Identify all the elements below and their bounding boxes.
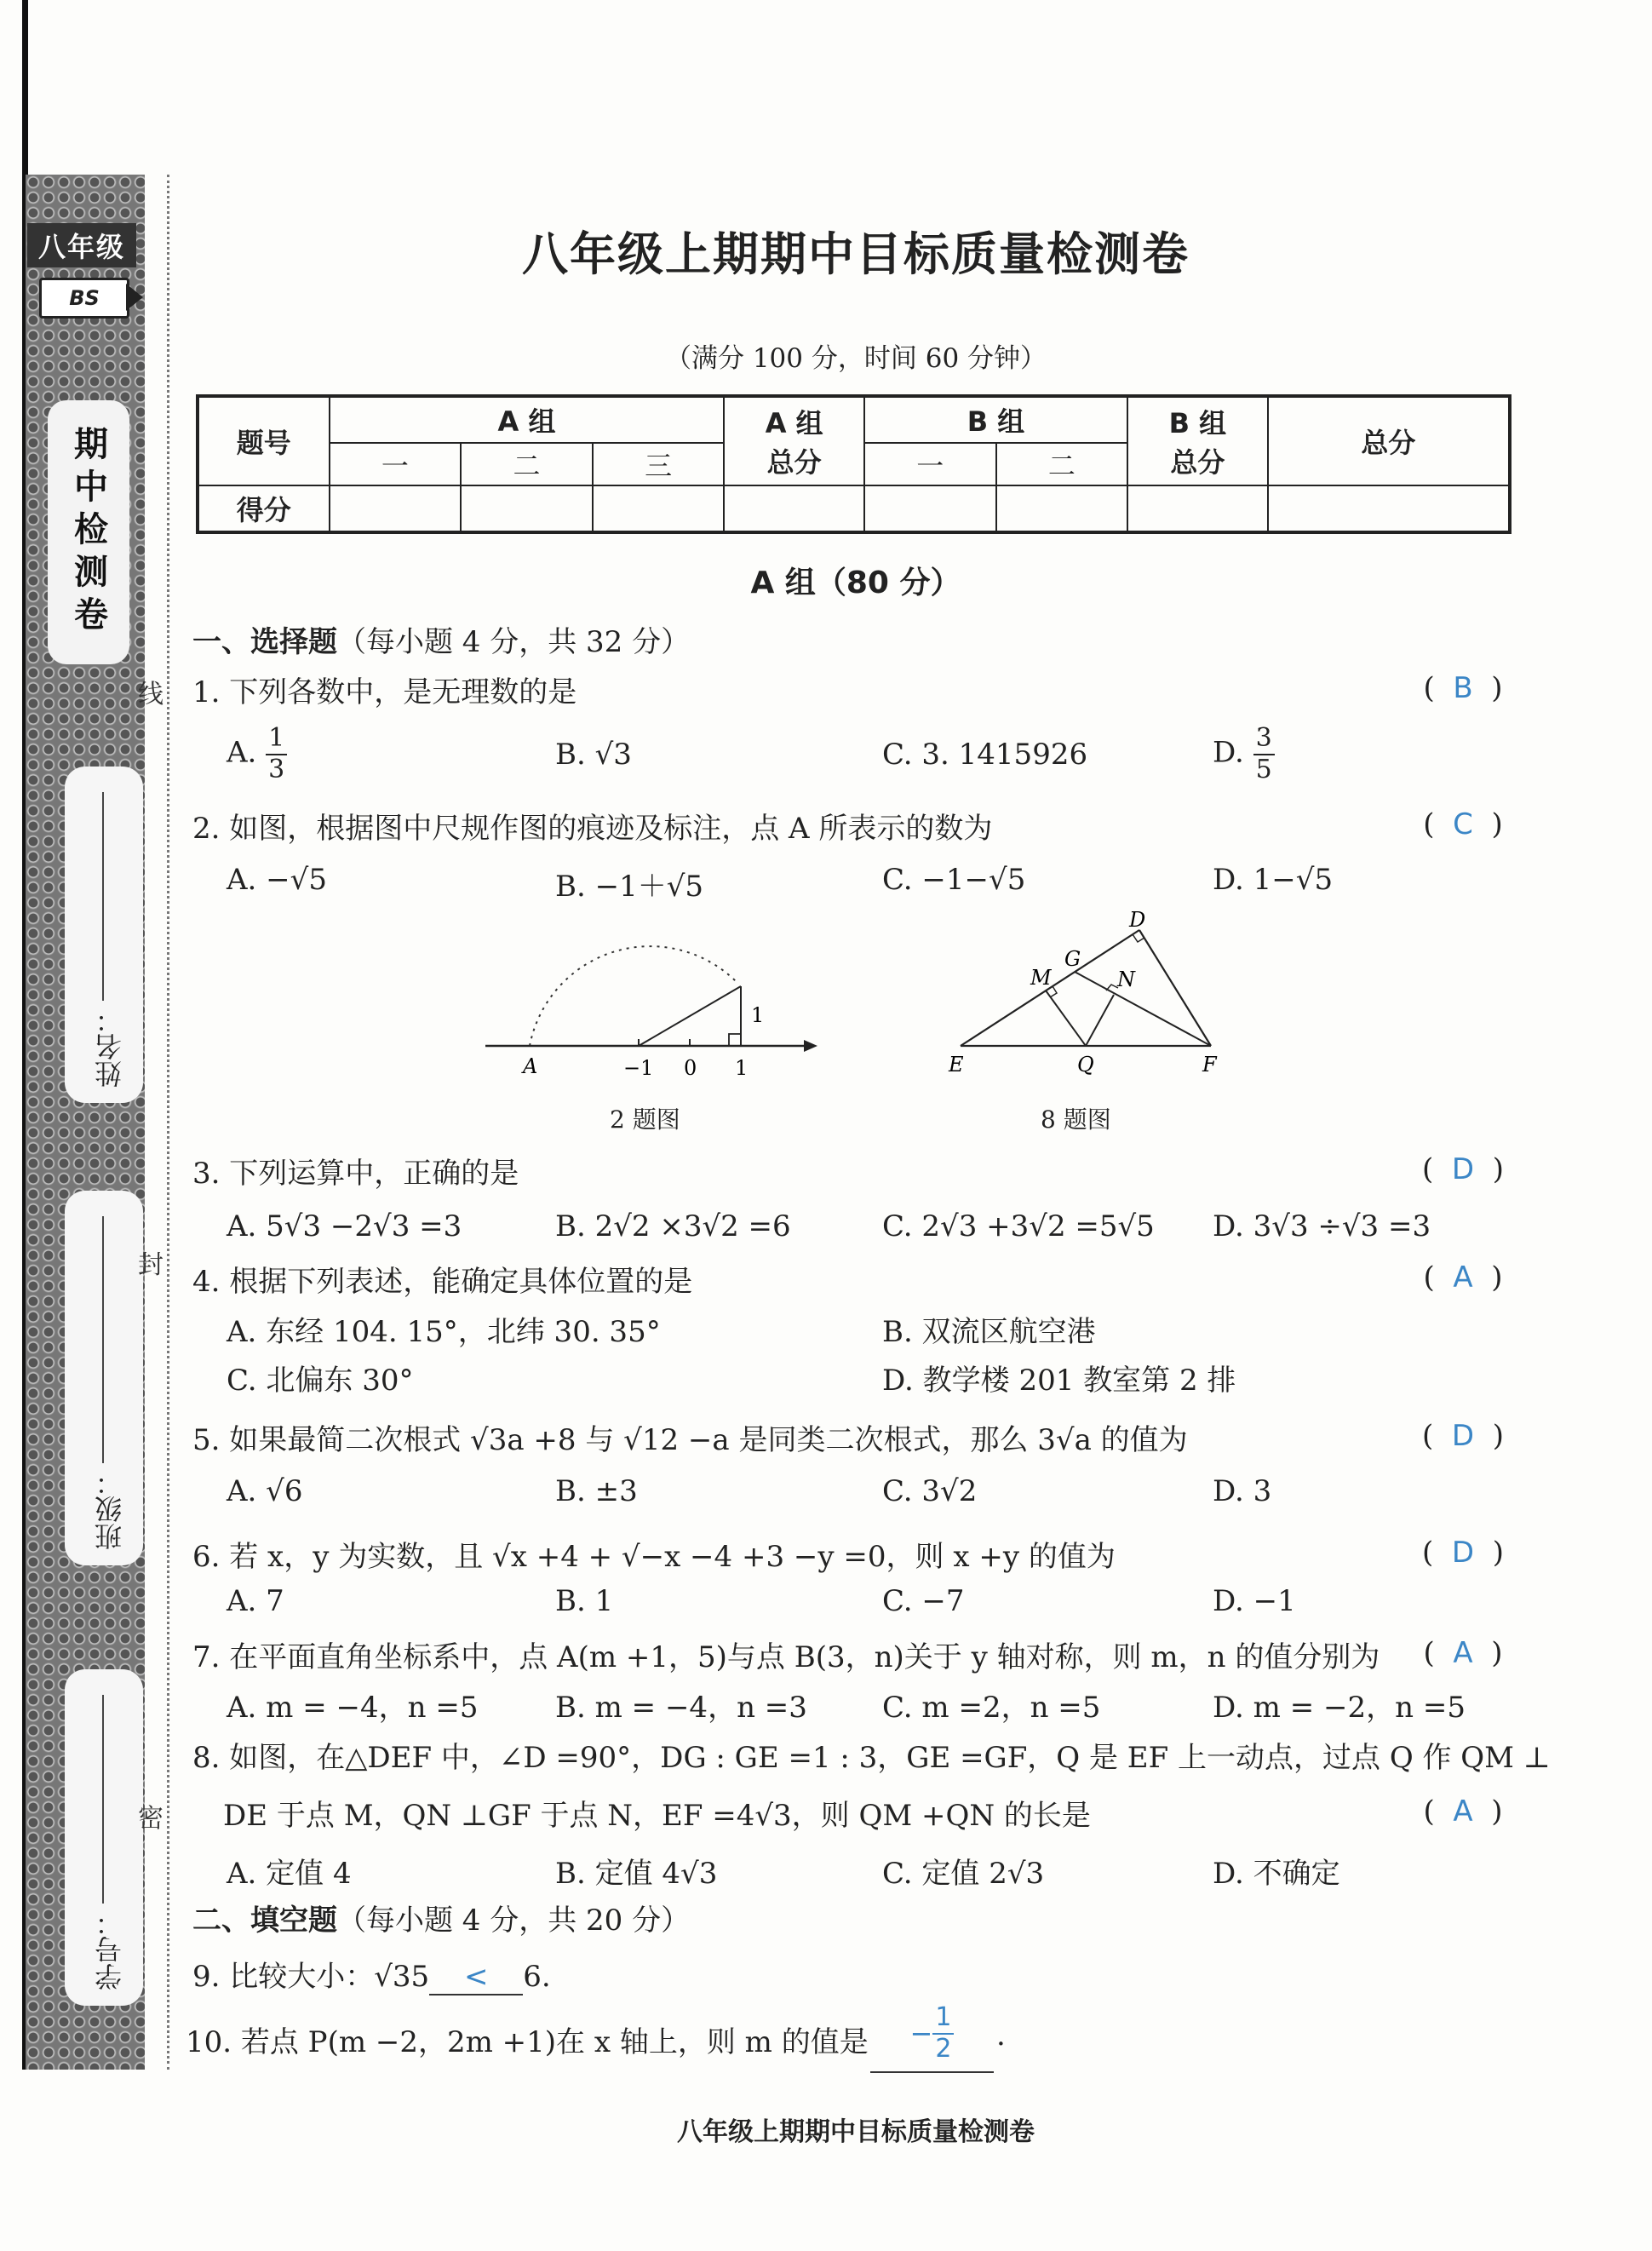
q8-answer-bracket: ( A )	[1423, 1794, 1503, 1829]
fig8-segment-qm	[1046, 991, 1086, 1046]
class-field-line	[102, 1216, 104, 1463]
q8-stem-line2: DE 于点 M，QN ⊥GF 于点 N，EF =4√3，则 QM +QN 的长是	[223, 1799, 1091, 1833]
fig8-label-g: G	[1064, 947, 1081, 971]
score-header-b-total-line1: B 组	[1168, 407, 1227, 439]
score-table	[196, 394, 1511, 534]
score-cell[interactable]	[593, 485, 725, 532]
q8-option-c[interactable]: C. 定值 2√3	[882, 1857, 1045, 1891]
q5-stem: 5. 如果最简二次根式 √3a +8 与 √12 −a 是同类二次根式，那么 3√a 的值为	[192, 1423, 1188, 1457]
student-id-field-label: 学号：	[94, 1909, 126, 1990]
q6-answer-bracket: ( D )	[1422, 1536, 1504, 1570]
score-header-total: 总分	[1268, 396, 1510, 485]
q6-option-a[interactable]: A. 7	[227, 1584, 284, 1618]
score-header-a-3: 三	[593, 443, 725, 485]
score-cell[interactable]	[461, 485, 593, 532]
score-cell[interactable]	[330, 485, 462, 532]
figure-2-caption: 2 题图	[610, 1105, 680, 1134]
fig2-axis-arrow-icon	[804, 1040, 817, 1052]
q3-option-a[interactable]: A. 5√3 −2√3 =3	[227, 1209, 462, 1243]
score-header-group-b: B 组	[864, 396, 1127, 443]
score-header-a-total	[724, 396, 864, 485]
seal-word-seal: 封	[138, 1250, 163, 1280]
part1-note: （每小题 4 分，共 32 分）	[337, 625, 691, 659]
q3-stem: 3. 下列运算中，正确的是	[192, 1157, 519, 1191]
q1-option-a-fraction	[266, 724, 287, 784]
q5-answer-bracket: ( D )	[1422, 1419, 1504, 1453]
q5-option-d[interactable]: D. 3	[1213, 1474, 1272, 1508]
fig8-label-d: D	[1129, 910, 1146, 932]
q9-answer-blank[interactable]	[429, 1960, 523, 1995]
q7-option-d[interactable]: D. m = −2，n =5	[1213, 1691, 1466, 1725]
q1-option-a-num: 1	[266, 724, 287, 755]
fig2-arc	[530, 946, 737, 1046]
seal-dotted-line	[167, 175, 169, 2070]
figure-2	[477, 920, 835, 1090]
sidebar-grade: 八年级	[27, 223, 136, 267]
q1-option-d-den: 5	[1255, 754, 1272, 784]
q7-option-c[interactable]: C. m =2，n =5	[882, 1691, 1101, 1725]
q5-option-b[interactable]: B. ±3	[555, 1474, 638, 1508]
score-header-b-2: 二	[996, 443, 1128, 485]
page-title: 八年级上期期中目标质量检测卷	[522, 227, 1190, 281]
q1-option-c[interactable]: C. 3. 1415926	[882, 738, 1088, 772]
q1-answer-bracket: ( B )	[1423, 671, 1503, 705]
q8-answer: A	[1453, 1794, 1473, 1829]
q1-option-d[interactable]: D. $\frac{3}{5}$	[1213, 724, 1275, 784]
score-header-b-total	[1127, 396, 1268, 485]
q2-option-b[interactable]: B. −1＋√5	[555, 870, 704, 904]
name-field[interactable]	[65, 767, 143, 1103]
q10-underline	[870, 2071, 994, 2073]
q6-answer: D	[1451, 1536, 1475, 1570]
q10-answer-sign: −	[909, 2017, 933, 2050]
part1-title: 一、选择题	[192, 625, 337, 659]
q1-option-d-num: 3	[1253, 724, 1275, 755]
q6-option-b[interactable]: B. 1	[555, 1584, 614, 1618]
fig2-label-a: A	[523, 1054, 538, 1078]
sidebar-title: 期中检测卷	[48, 400, 129, 664]
q4-option-d[interactable]: D. 教学楼 201 教室第 2 排	[882, 1364, 1236, 1398]
part2-note: （每小题 4 分，共 20 分）	[337, 1904, 691, 1938]
q5-option-a[interactable]: A. √6	[227, 1474, 303, 1508]
q7-answer-bracket: ( A )	[1423, 1636, 1503, 1670]
q4-stem: 4. 根据下列表述，能确定具体位置的是	[192, 1265, 693, 1299]
score-cell[interactable]	[724, 485, 864, 532]
name-field-label: 姓名：	[94, 1006, 126, 1088]
q5-answer: D	[1451, 1419, 1475, 1453]
q6-option-d[interactable]: D. −1	[1213, 1584, 1296, 1618]
score-cell[interactable]	[1268, 485, 1510, 532]
fig8-segment-qn	[1086, 995, 1114, 1046]
fig8-label-m: M	[1030, 966, 1052, 990]
q7-stem: 7. 在平面直角坐标系中，点 A(m +1，5)与点 B(3，n)关于 y 轴对称，则 m，n 的值分别为	[192, 1640, 1380, 1674]
part2-title: 二、填空题	[192, 1904, 337, 1938]
q7-answer: A	[1453, 1636, 1473, 1670]
q1-option-b[interactable]: B. √3	[555, 738, 632, 772]
score-header-a-1: 一	[330, 443, 462, 485]
score-header-group-a: A 组	[330, 396, 725, 443]
fig8-label-e: E	[949, 1053, 964, 1077]
score-header-a-total-line1: A 组	[765, 407, 823, 439]
student-id-field[interactable]	[65, 1669, 143, 2006]
q3-option-b[interactable]: B. 2√2 ×3√2 =6	[555, 1209, 791, 1243]
q1-stem: 1. 下列各数中，是无理数的是	[192, 675, 577, 709]
q4-option-a[interactable]: A. 东经 104. 15°，北纬 30. 35°	[227, 1315, 661, 1349]
class-field[interactable]	[65, 1191, 143, 1565]
fig2-label-one: 1	[735, 1056, 749, 1080]
page-subtitle: （满分 100 分，时间 60 分钟）	[664, 343, 1047, 374]
q2-answer-bracket: ( C )	[1423, 807, 1503, 841]
q1-answer: B	[1453, 671, 1473, 705]
q1-option-a-den: 3	[268, 754, 285, 784]
part1-heading	[192, 618, 690, 660]
q10-answer-blank[interactable]	[870, 2003, 994, 2071]
q10-tail: .	[996, 2018, 1006, 2053]
q4-option-c[interactable]: C. 北偏东 30°	[227, 1364, 414, 1398]
play-arrow-icon	[126, 284, 143, 311]
q3-answer-bracket: ( D )	[1422, 1152, 1504, 1186]
score-header-num: 题号	[198, 396, 330, 485]
part2-heading	[192, 1897, 690, 1938]
fig8-segment-gf	[1075, 972, 1211, 1046]
q8-option-d[interactable]: D. 不确定	[1213, 1857, 1340, 1891]
q6-stem: 6. 若 x，y 为实数，且 √x +4 + √−x −4 +3 −y =0，则 x +y 的值为	[192, 1540, 1116, 1574]
q9-stem: 9. 比较大小：√35	[192, 1960, 430, 1994]
student-id-field-line	[102, 1695, 104, 1904]
q10-answer-num: 1	[932, 2003, 954, 2035]
score-cell[interactable]	[864, 485, 996, 532]
fig8-label-q: Q	[1077, 1053, 1094, 1077]
score-header-a-2: 二	[461, 443, 593, 485]
q5-option-c[interactable]: C. 3√2	[882, 1474, 978, 1508]
fig8-label-f: F	[1202, 1053, 1217, 1077]
q3-answer: D	[1451, 1152, 1475, 1186]
q8-option-b[interactable]: B. 定值 4√3	[555, 1857, 718, 1891]
figure-8	[937, 910, 1243, 1080]
seal-word-secret: 密	[138, 1804, 163, 1834]
q3-option-c[interactable]: C. 2√3 +3√2 =5√5	[882, 1209, 1155, 1243]
sidebar-edition-badge: BS	[39, 278, 129, 319]
q2-stem: 2. 如图，根据图中尺规作图的痕迹及标注，点 A 所表示的数为	[192, 812, 993, 846]
fig2-right-angle-mark	[729, 1034, 741, 1046]
page-footer: 八年级上期期中目标质量检测卷	[677, 2117, 1035, 2147]
seal-word-line: 线	[138, 680, 163, 709]
fig8-label-n: N	[1117, 968, 1135, 991]
q6-option-c[interactable]: C. −7	[882, 1584, 965, 1618]
q2-option-a[interactable]: A. −√5	[227, 863, 327, 897]
q9-answer: <	[463, 1960, 489, 1994]
q7-option-b[interactable]: B. m = −4，n =3	[555, 1691, 807, 1725]
fig2-label-zero: 0	[684, 1056, 697, 1080]
figure-8-caption: 8 题图	[1041, 1105, 1111, 1134]
q4-answer-bracket: ( A )	[1423, 1260, 1503, 1295]
q1-option-a[interactable]: A. $\frac{1}{3}$	[227, 724, 287, 784]
q2-option-d[interactable]: D. 1−√5	[1213, 863, 1334, 897]
score-header-b-total-line2: 总分	[1170, 446, 1225, 479]
q8-option-a[interactable]: A. 定值 4	[227, 1857, 352, 1891]
q1-option-d-fraction	[1253, 724, 1275, 784]
q10-stem: 10. 若点 P(m −2，2m +1)在 x 轴上，则 m 的值是	[186, 2025, 869, 2059]
section-a-heading: A 组（80 分）	[750, 566, 961, 600]
q4-answer: A	[1453, 1260, 1473, 1295]
name-field-line	[102, 792, 104, 1001]
q10-answer-fraction	[932, 2003, 954, 2064]
fig2-label-neg1: −1	[623, 1056, 654, 1080]
q3-option-d[interactable]: D. 3√3 ÷√3 =3	[1213, 1209, 1431, 1243]
q4-option-b[interactable]: B. 双流区航空港	[882, 1315, 1096, 1349]
q8-stem-line1: 8. 如图，在△DEF 中，∠D =90°，DG : GE =1 : 3，GE =GF，Q 是 EF 上一动点，过点 Q 作 QM ⊥	[192, 1741, 1551, 1775]
q2-answer: C	[1453, 807, 1473, 841]
score-header-b-1: 一	[864, 443, 996, 485]
score-header-a-total-line2: 总分	[766, 446, 822, 479]
fig2-label-side: 1	[751, 1003, 765, 1027]
score-cell[interactable]	[1127, 485, 1268, 532]
fig2-hypotenuse	[639, 986, 741, 1046]
q10-answer-den: 2	[935, 2033, 952, 2064]
q7-option-a[interactable]: A. m = −4，n =5	[227, 1691, 479, 1725]
class-field-label: 班级：	[94, 1468, 126, 1550]
q2-option-c[interactable]: C. −1−√5	[882, 863, 1026, 897]
score-row-label: 得分	[198, 485, 330, 532]
score-cell[interactable]	[996, 485, 1128, 532]
fig8-side-df	[1139, 930, 1211, 1046]
q9-tail: 6.	[523, 1960, 551, 1994]
q9	[192, 1953, 551, 1995]
